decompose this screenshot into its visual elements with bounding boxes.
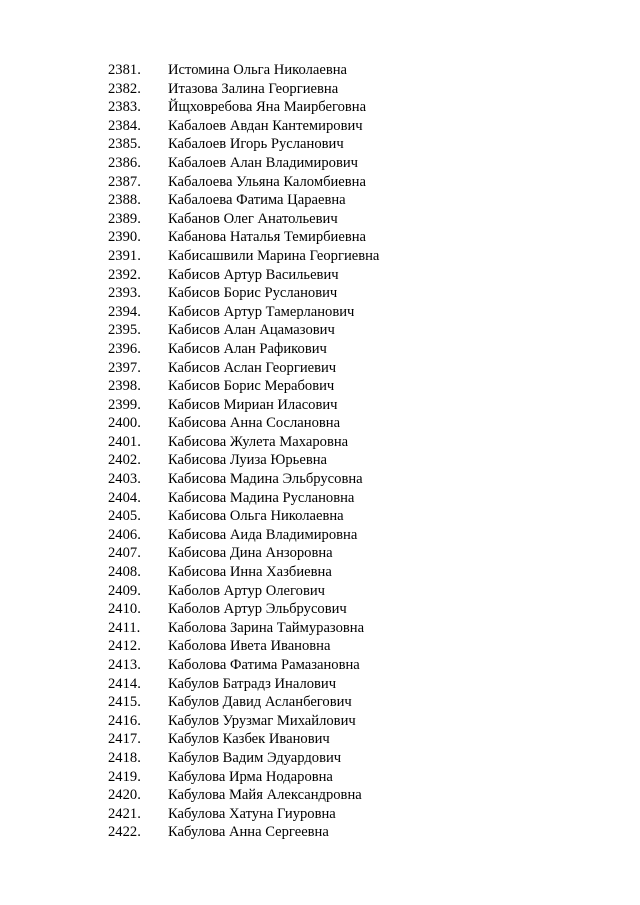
- list-item: [108, 359, 608, 378]
- list-item: [108, 154, 608, 173]
- entry-number: 2413.: [108, 657, 141, 673]
- entry-number: 2404.: [108, 489, 141, 506]
- entry-name: Кабисов Мириан Иласович: [168, 396, 338, 413]
- entry-name: Кабисова Ольга Николаевна: [168, 508, 344, 525]
- list-item: [108, 377, 608, 396]
- list-item: [108, 210, 608, 229]
- entry-name: Кабалоев Авдан Кантемирович: [168, 117, 363, 134]
- entry-number: 2405.: [108, 508, 141, 525]
- list-item: [108, 805, 608, 824]
- entry-name: Каболова Фатима Рамазановна: [168, 657, 360, 673]
- entry-name: Кабисова Анна Сослановна: [168, 415, 341, 432]
- entry-number: 2418.: [108, 749, 141, 766]
- entry-name: Кабисашвили Марина Георгиевна: [168, 247, 380, 264]
- entry-number: 2386.: [108, 154, 141, 171]
- list-item: [108, 749, 608, 768]
- list-item: [108, 303, 608, 322]
- entry-number: 2410.: [108, 601, 141, 618]
- entry-name: Итазова Залина Георгиевна: [168, 80, 339, 97]
- entry-number: 2397.: [108, 359, 141, 376]
- entry-number: 2402.: [108, 452, 141, 469]
- entry-number: 2409.: [108, 582, 141, 599]
- entry-number: 2395.: [108, 322, 141, 339]
- entry-number: 2396.: [108, 340, 141, 357]
- entry-name: Кабисова Инна Хазбиевна: [168, 564, 332, 581]
- entry-number: 2403.: [108, 471, 141, 488]
- entry-number: 2419.: [108, 768, 141, 785]
- list-item: [108, 526, 608, 545]
- entry-name: Кабисов Артур Васильевич: [168, 266, 339, 283]
- entry-number: 2399.: [108, 396, 141, 413]
- entry-number: 2407.: [108, 545, 141, 562]
- list-item: [108, 414, 608, 433]
- list-item: [108, 135, 608, 154]
- list-item: [108, 80, 608, 99]
- list-item: [108, 675, 608, 694]
- entry-name: Кабулова Ирма Нодаровна: [168, 768, 333, 785]
- entry-name: Кабисова Луиза Юрьевна: [168, 452, 327, 469]
- entry-name: Кабулов Казбек Иванович: [168, 731, 330, 748]
- list-item: [108, 489, 608, 508]
- entry-name: Кабулов Батрадз Иналович: [168, 675, 337, 692]
- entry-name: Каболова Зарина Таймуразовна: [168, 619, 365, 636]
- list-item: [108, 266, 608, 285]
- entry-number: 2417.: [108, 731, 141, 748]
- list-item: [108, 451, 608, 470]
- list-item: [108, 117, 608, 136]
- entry-number: 2398.: [108, 378, 141, 395]
- list-item: [108, 656, 608, 675]
- entry-number: 2383.: [108, 99, 141, 116]
- entry-number: 2408.: [108, 564, 141, 581]
- entry-number: 2411.: [108, 619, 141, 636]
- list-item: [108, 563, 608, 582]
- entry-name: Кабисов Аслан Георгиевич: [168, 359, 337, 376]
- entry-name: Кабалоев Алан Владимирович: [168, 154, 358, 171]
- entry-number: 2384.: [108, 117, 141, 134]
- entry-number: 2392.: [108, 266, 141, 283]
- entry-number: 2421.: [108, 805, 141, 822]
- entry-name: Истомина Ольга Николаевна: [168, 62, 348, 78]
- entry-number: 2400.: [108, 415, 141, 432]
- entry-number: 2389.: [108, 210, 141, 227]
- list-item: [108, 228, 608, 247]
- entry-name: Кабулов Давид Асланбегович: [168, 694, 352, 711]
- entry-name: Кабисов Артур Тамерланович: [168, 303, 355, 320]
- list-item: [108, 396, 608, 415]
- entry-name: Кабисова Мадина Эльбрусовна: [168, 471, 363, 488]
- entry-name: Кабисова Жулета Махаровна: [168, 433, 349, 450]
- entry-number: 2388.: [108, 192, 141, 209]
- entry-name: Кабисова Дина Анзоровна: [168, 545, 333, 562]
- entry-name: Кабалоев Игорь Русланович: [168, 136, 344, 153]
- list-item: [108, 712, 608, 731]
- list-item: [108, 340, 608, 359]
- entry-name: Кабулов Вадим Эдуардович: [168, 749, 342, 766]
- entry-name: Кабисов Алан Ацамазович: [168, 322, 335, 339]
- entry-number: 2414.: [108, 675, 141, 692]
- entry-number: 2390.: [108, 229, 141, 246]
- list-item: [108, 768, 608, 787]
- entry-number: 2415.: [108, 694, 141, 711]
- list-item: [108, 619, 608, 638]
- entry-name: Каболов Артур Эльбрусович: [168, 601, 347, 618]
- list-item: [108, 433, 608, 452]
- entry-name: Кабисова Аида Владимировна: [168, 526, 358, 543]
- entry-number: 2420.: [108, 787, 141, 804]
- entry-name: Кабанов Олег Анатольевич: [168, 210, 338, 227]
- entry-name: Кабисова Мадина Руслановна: [168, 489, 355, 506]
- list-item: [108, 507, 608, 526]
- list-item: [108, 247, 608, 266]
- entry-name: Кабисов Борис Мерабович: [168, 378, 335, 395]
- entry-name: Кабанова Наталья Темирбиевна: [168, 229, 367, 246]
- list-item: [108, 823, 608, 842]
- entry-name: Кабулова Анна Сергеевна: [168, 824, 329, 841]
- entry-name: Кабулов Урузмаг Михайлович: [168, 712, 356, 729]
- list-item: [108, 191, 608, 210]
- list-item: [108, 98, 608, 117]
- list-item: [108, 173, 608, 192]
- list-item: [108, 693, 608, 712]
- entry-number: 2382.: [108, 80, 141, 97]
- entry-number: 2387.: [108, 173, 141, 190]
- entry-name: Кабалоева Фатима Цараевна: [168, 192, 346, 209]
- entry-number: 2406.: [108, 526, 141, 543]
- entry-number: 2381.: [108, 62, 141, 78]
- list-item: [108, 786, 608, 805]
- list-item: [108, 637, 608, 656]
- list-item: [108, 600, 608, 619]
- name-list: [108, 61, 608, 842]
- entry-name: Кабулова Хатуна Гиуровна: [168, 805, 336, 822]
- entry-number: 2416.: [108, 712, 141, 729]
- entry-name: Кабисов Алан Рафикович: [168, 340, 327, 357]
- list-item: [108, 730, 608, 749]
- entry-number: 2391.: [108, 247, 141, 264]
- list-item: [108, 284, 608, 303]
- entry-name: Каболов Артур Олегович: [168, 582, 325, 599]
- entry-name: Кабисов Борис Русланович: [168, 285, 338, 302]
- entry-number: 2412.: [108, 638, 141, 655]
- entry-number: 2393.: [108, 285, 141, 302]
- entry-name: Кабулова Майя Александровна: [168, 787, 362, 804]
- list-item: [108, 61, 608, 80]
- entry-number: 2401.: [108, 433, 141, 450]
- list-item: [108, 544, 608, 563]
- entry-number: 2422.: [108, 824, 141, 841]
- entry-name: Кабалоева Ульяна Каломбиевна: [168, 173, 366, 190]
- list-item: [108, 582, 608, 601]
- entry-number: 2394.: [108, 303, 141, 320]
- list-item: [108, 321, 608, 340]
- list-item: [108, 470, 608, 489]
- entry-name: Йщховребова Яна Маирбеговна: [168, 99, 367, 116]
- entry-number: 2385.: [108, 136, 141, 153]
- entry-name: Каболова Ивета Ивановна: [168, 638, 331, 655]
